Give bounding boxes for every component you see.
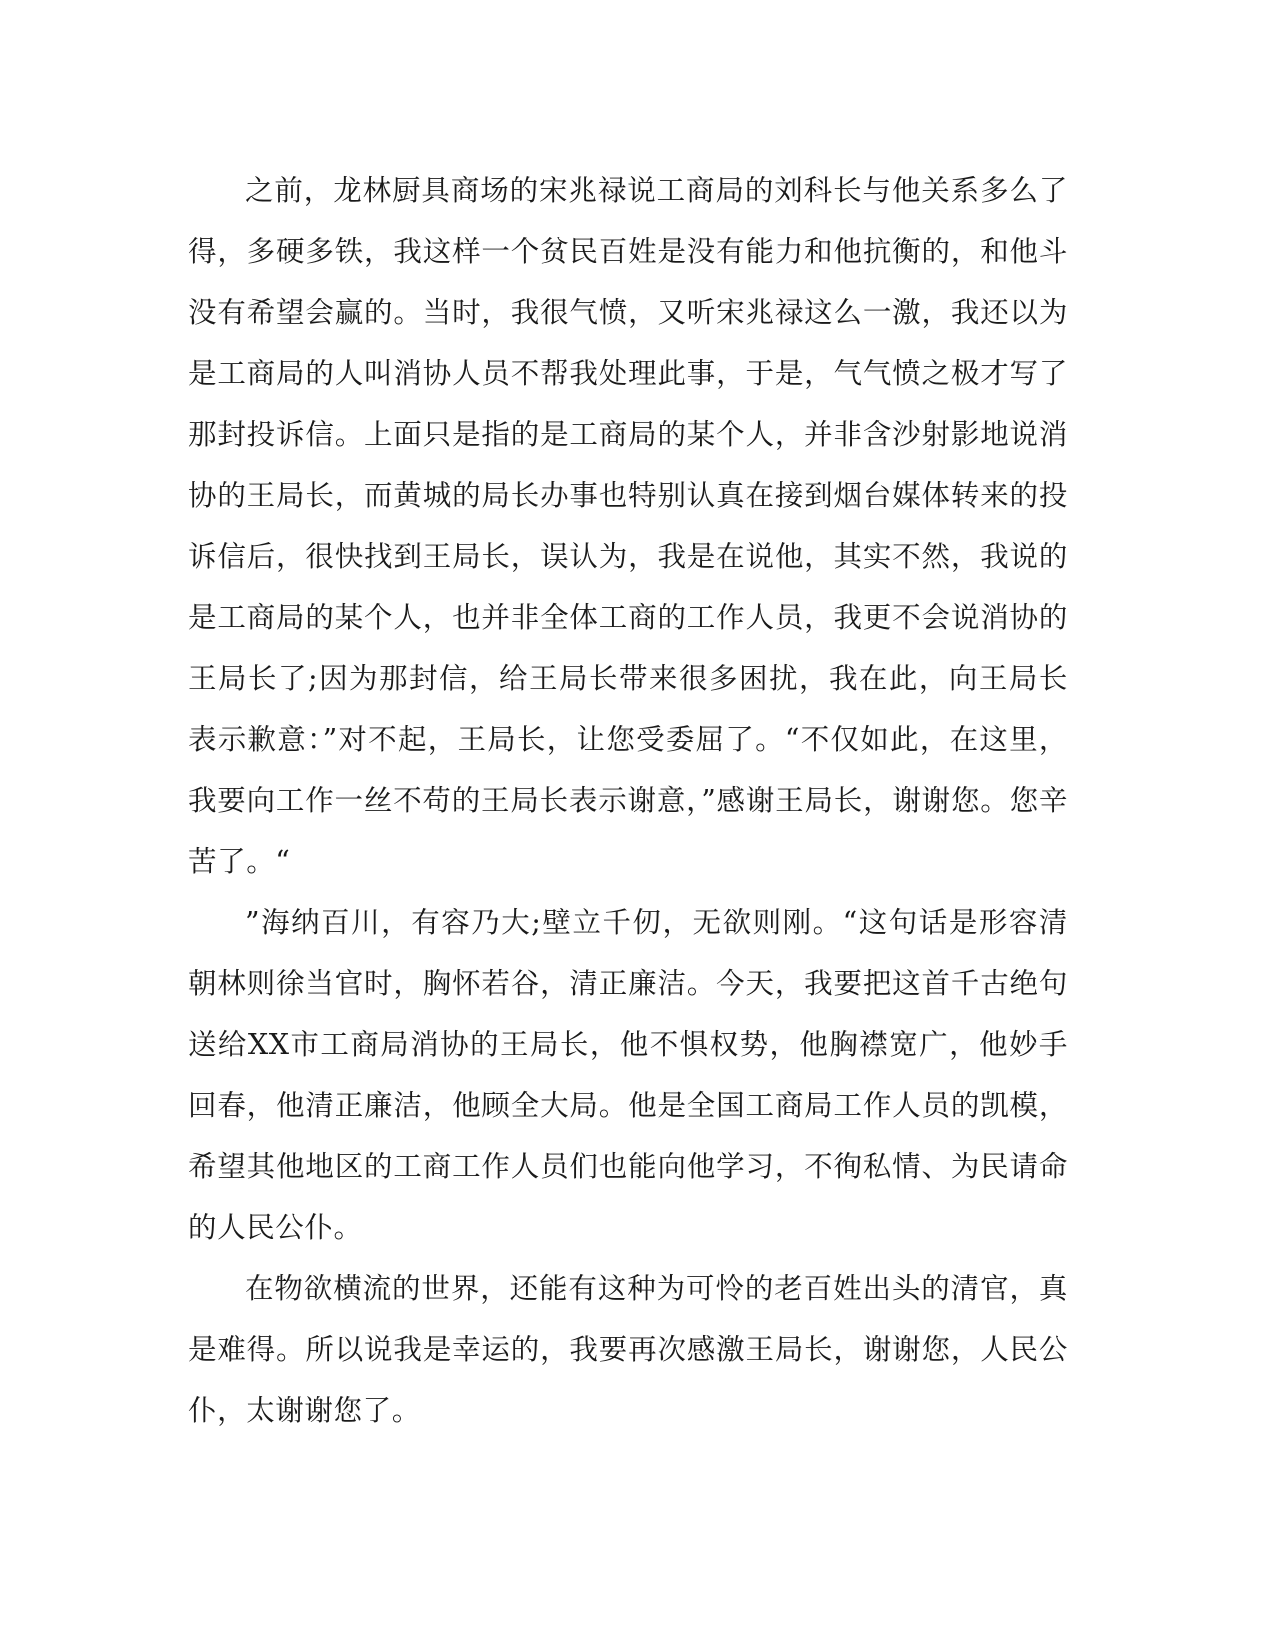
document-body [188,160,1068,1441]
paragraph-gratitude: 在物欲横流的世界，还能有这种为可怜的老百姓出头的清官，真是难得。所以说我是幸运的，我要再次感激王局长，谢谢您，人民公仆，太谢谢您了。 [188,1272,1068,1427]
paragraph-praise: ”海纳百川，有容乃大;壁立千仞，无欲则刚。“这句话是形容清朝林则徐当官时，胸怀若谷，清正廉洁。今天，我要把这首千古绝句送给XX市工商局消协的王局长，他不惧权势，他胸襟宽广，他妙手回春，他清正廉洁，他顾全大局。他是全国工商局工作人员的凯模，希望其他地区的工商工作人员们也能向他学习，不徇私情、为民请命的人民公仆。 [188,906,1068,1244]
paragraph-apology: 之前，龙林厨具商场的宋兆禄说工商局的刘科长与他关系多么了得，多硬多铁，我这样一个贫民百姓是没有能力和他抗衡的，和他斗没有希望会赢的。当时，我很气愤，又听宋兆禄这么一激，我还以为是工商局的人叫消协人员不帮我处理此事，于是，气气愤之极才写了那封投诉信。上面只是指的是工商局的某个人，并非含沙射影地说消协的王局长，而黄城的局长办事也特别认真在接到烟台媒体转来的投诉信后，很快找到王局长，误认为，我是在说他，其实不然，我说的是工商局的某个人，也并非全体工商的工作人员，我更不会说消协的王局长了;因为那封信，给王局长带来很多困扰，我在此，向王局长表示歉意：”对不起，王局长，让您受委屈了。“不仅如此，在这里，我要向工作一丝不苟的王局长表示谢意，”感谢王局长，谢谢您。您辛苦了。“ [188,174,1068,878]
